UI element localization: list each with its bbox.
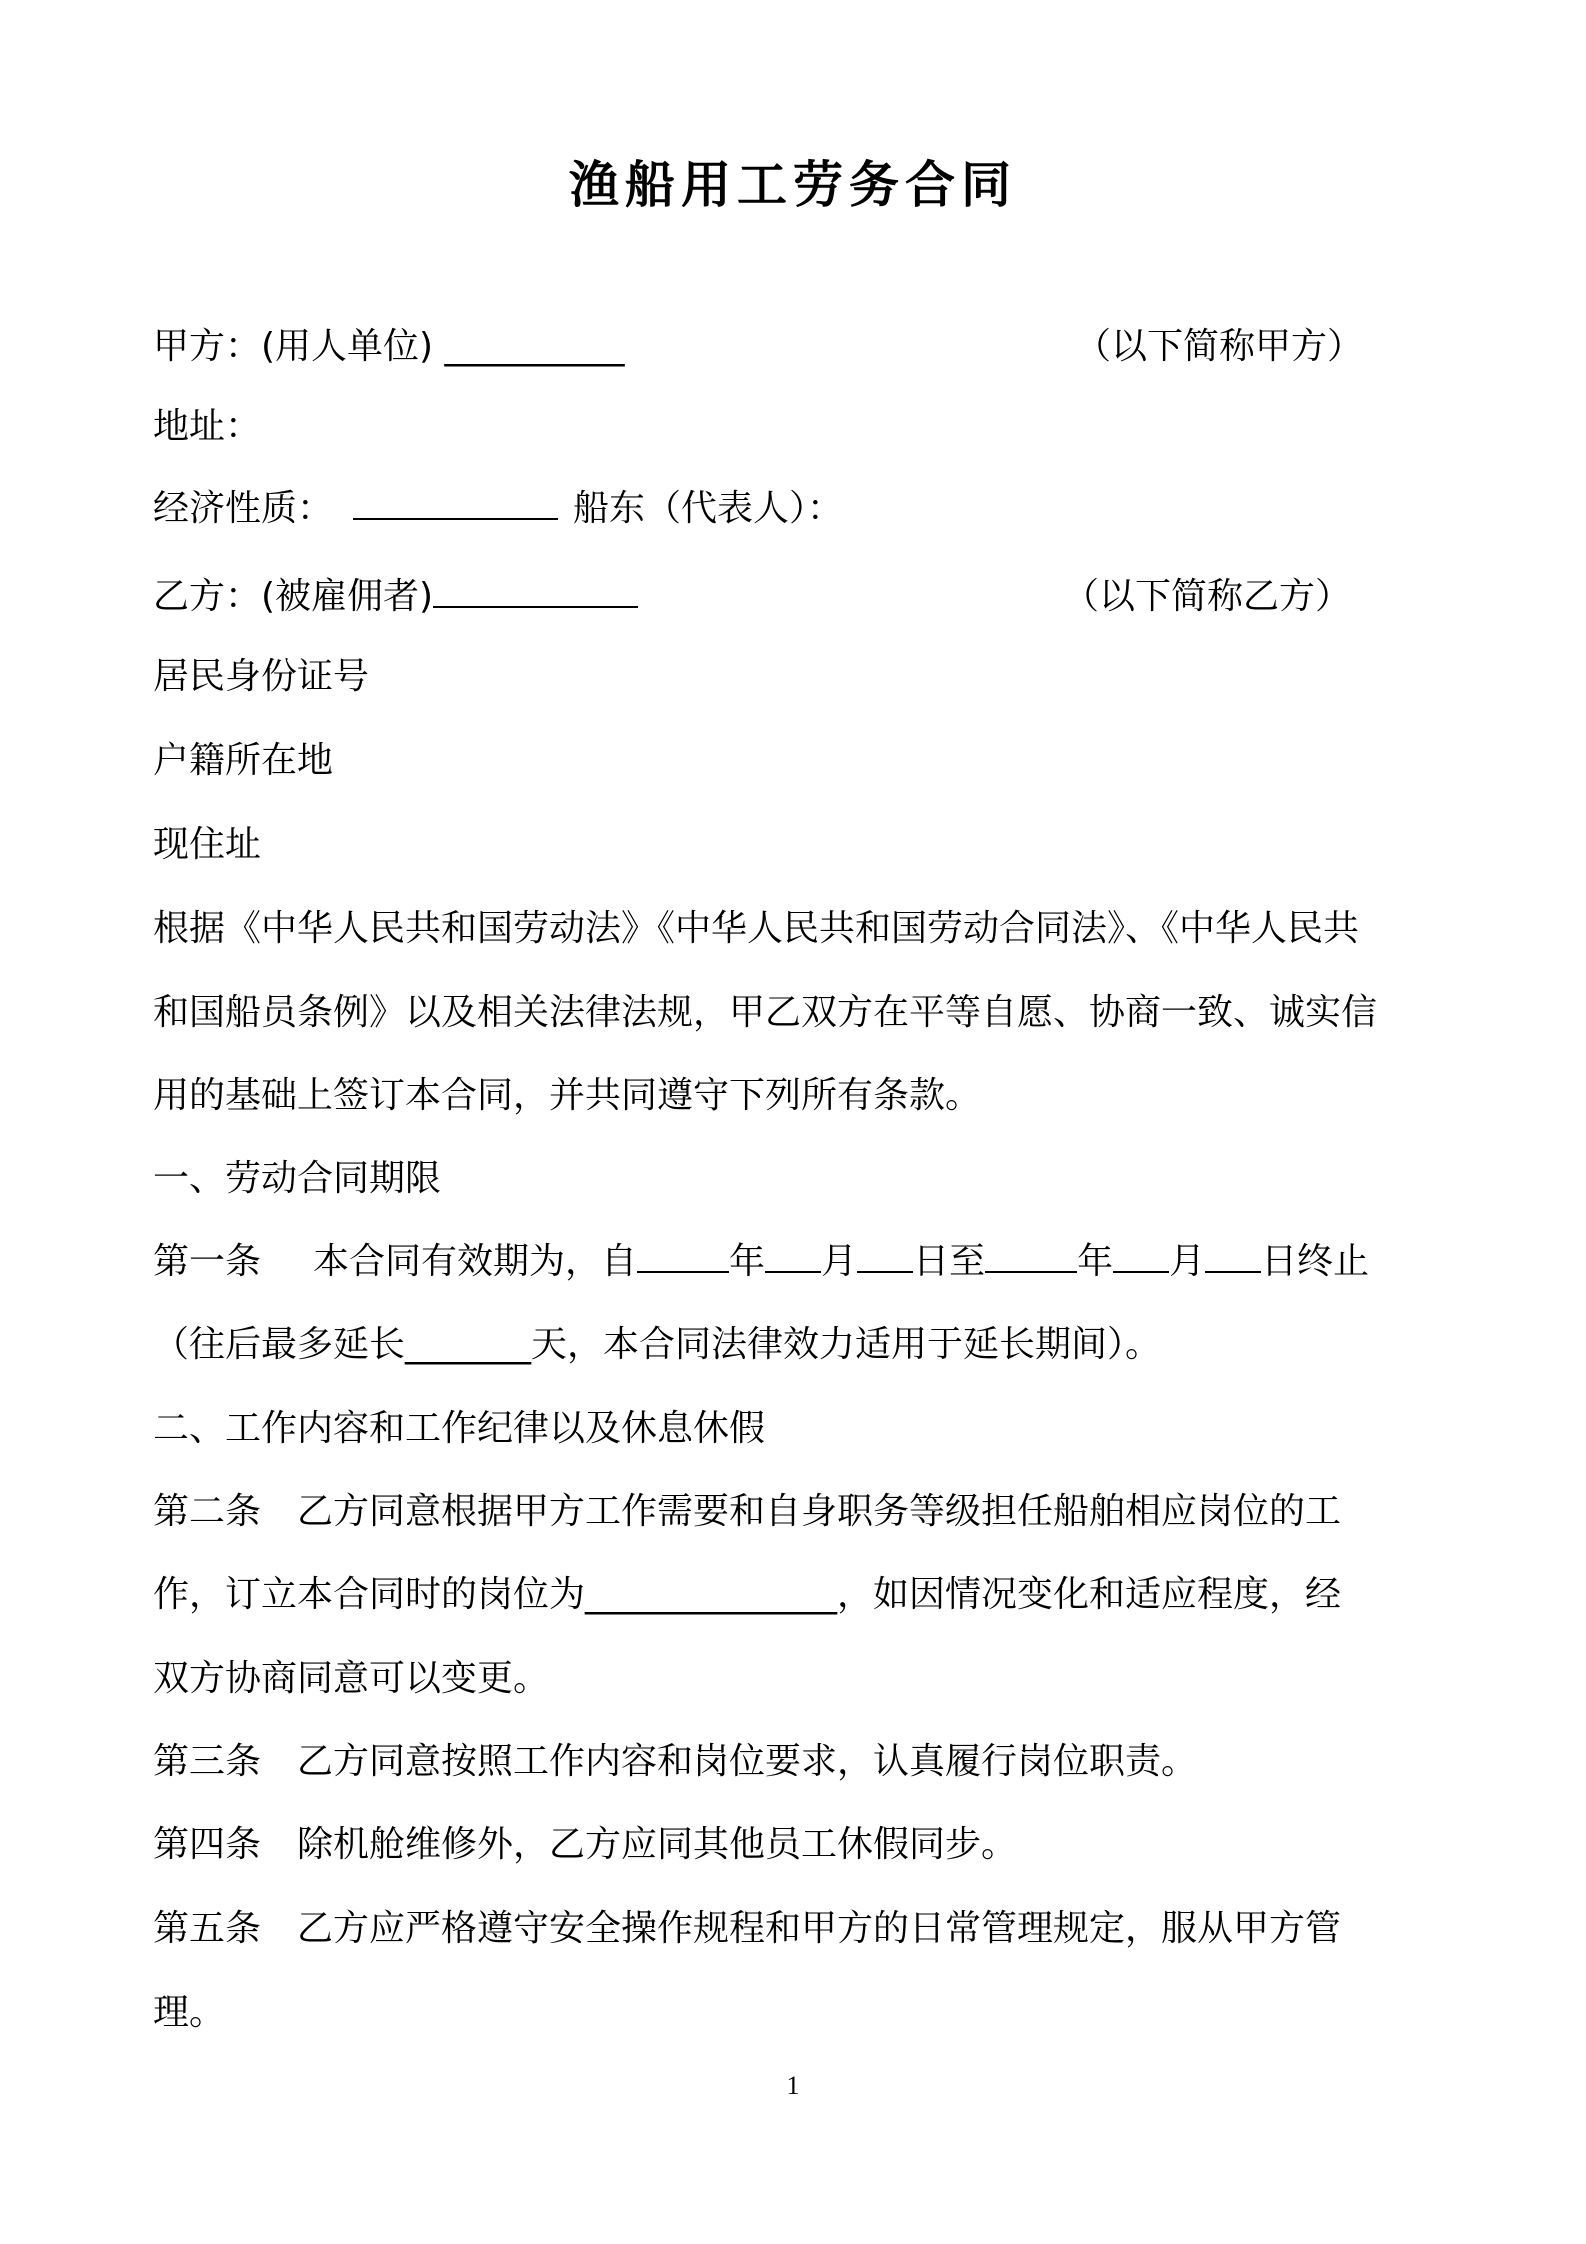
article-4-text: 除机舱维修外，乙方应同其他员工休假同步。 bbox=[297, 1824, 1018, 1865]
start-day-label: 日至 bbox=[913, 1241, 986, 1282]
section-heading-work: 二、工作内容和工作纪律以及休息休假 bbox=[153, 1408, 766, 1449]
article-2-line-3: 双方协商同意可以变更。 bbox=[153, 1658, 550, 1699]
current-address-label: 现住址 bbox=[153, 824, 262, 865]
article-1-line-1 bbox=[153, 1237, 1369, 1287]
article-2-label: 第二条 bbox=[153, 1491, 262, 1532]
article-4-label: 第四条 bbox=[153, 1824, 262, 1865]
end-day-label: 日终止 bbox=[1261, 1241, 1370, 1282]
end-day-blank[interactable] bbox=[1205, 1237, 1261, 1273]
start-day-blank[interactable] bbox=[857, 1237, 913, 1273]
party-b-row bbox=[153, 572, 638, 622]
article-1-label: 第一条 bbox=[153, 1241, 262, 1282]
end-month-blank[interactable] bbox=[1113, 1237, 1169, 1273]
id-number-label: 居民身份证号 bbox=[153, 656, 370, 697]
article-2-line-2: 作，订立本合同时的岗位为______________，如因情况变化和适应程度，经 bbox=[153, 1574, 1342, 1615]
article-3-label: 第三条 bbox=[153, 1741, 262, 1782]
article-1-line-2: （往后最多延长_______天，本合同法律效力适用于延长期间）。 bbox=[153, 1324, 1162, 1365]
address-label: 地址： bbox=[153, 406, 262, 447]
preamble-line-3: 用的基础上签订本合同，并共同遵守下列所有条款。 bbox=[153, 1075, 982, 1116]
article-5-label: 第五条 bbox=[153, 1908, 262, 1949]
party-a-label: 甲方：(用人单位) __________ bbox=[153, 326, 625, 367]
article-5-line-2: 理。 bbox=[153, 1992, 226, 2033]
article-2-text: 乙方同意根据甲方工作需要和自身职务等级担任船舶相应岗位的工 bbox=[297, 1491, 1342, 1532]
economic-nature-blank[interactable] bbox=[353, 484, 558, 520]
article-4 bbox=[153, 1820, 1017, 1870]
article-5-line-1 bbox=[153, 1904, 1341, 1954]
ship-owner-label: 船东（代表人）： bbox=[573, 488, 844, 529]
start-month-blank[interactable] bbox=[765, 1237, 821, 1273]
section-heading-term: 一、劳动合同期限 bbox=[153, 1158, 442, 1199]
end-year-label: 年 bbox=[1077, 1241, 1114, 1282]
household-registration-label: 户籍所在地 bbox=[153, 740, 334, 781]
economic-nature-label: 经济性质： bbox=[153, 488, 334, 529]
article-3-text: 乙方同意按照工作内容和岗位要求，认真履行岗位职责。 bbox=[297, 1741, 1198, 1782]
preamble-line-2: 和国船员条例》以及相关法律法规，甲乙双方在平等自愿、协商一致、诚实信 bbox=[153, 992, 1378, 1033]
page-number: 1 bbox=[786, 2071, 800, 2100]
start-year-blank[interactable] bbox=[637, 1237, 729, 1273]
article-3 bbox=[153, 1737, 1197, 1787]
preamble-line-1: 根据《中华人民共和国劳动法》《中华人民共和国劳动合同法》、《中华人民共 bbox=[153, 908, 1360, 949]
party-b-label: 乙方：(被雇佣者) bbox=[153, 576, 434, 617]
party-b-alias: （以下简称乙方） bbox=[1063, 576, 1352, 617]
end-year-blank[interactable] bbox=[985, 1237, 1077, 1273]
article-5-text: 乙方应严格遵守安全操作规程和甲方的日常管理规定，服从甲方管 bbox=[297, 1908, 1342, 1949]
article-2-line-1 bbox=[153, 1487, 1341, 1537]
start-month-label: 月 bbox=[821, 1241, 858, 1282]
party-a-alias: （以下简称甲方） bbox=[1075, 326, 1364, 367]
start-year-label: 年 bbox=[729, 1241, 766, 1282]
article-1-text: 本合同有效期为，自 bbox=[313, 1241, 638, 1282]
party-b-name-blank[interactable] bbox=[433, 572, 638, 608]
economic-nature-row bbox=[153, 484, 843, 534]
document-title: 渔船用工劳务合同 bbox=[569, 156, 1017, 214]
end-month-label: 月 bbox=[1169, 1241, 1206, 1282]
